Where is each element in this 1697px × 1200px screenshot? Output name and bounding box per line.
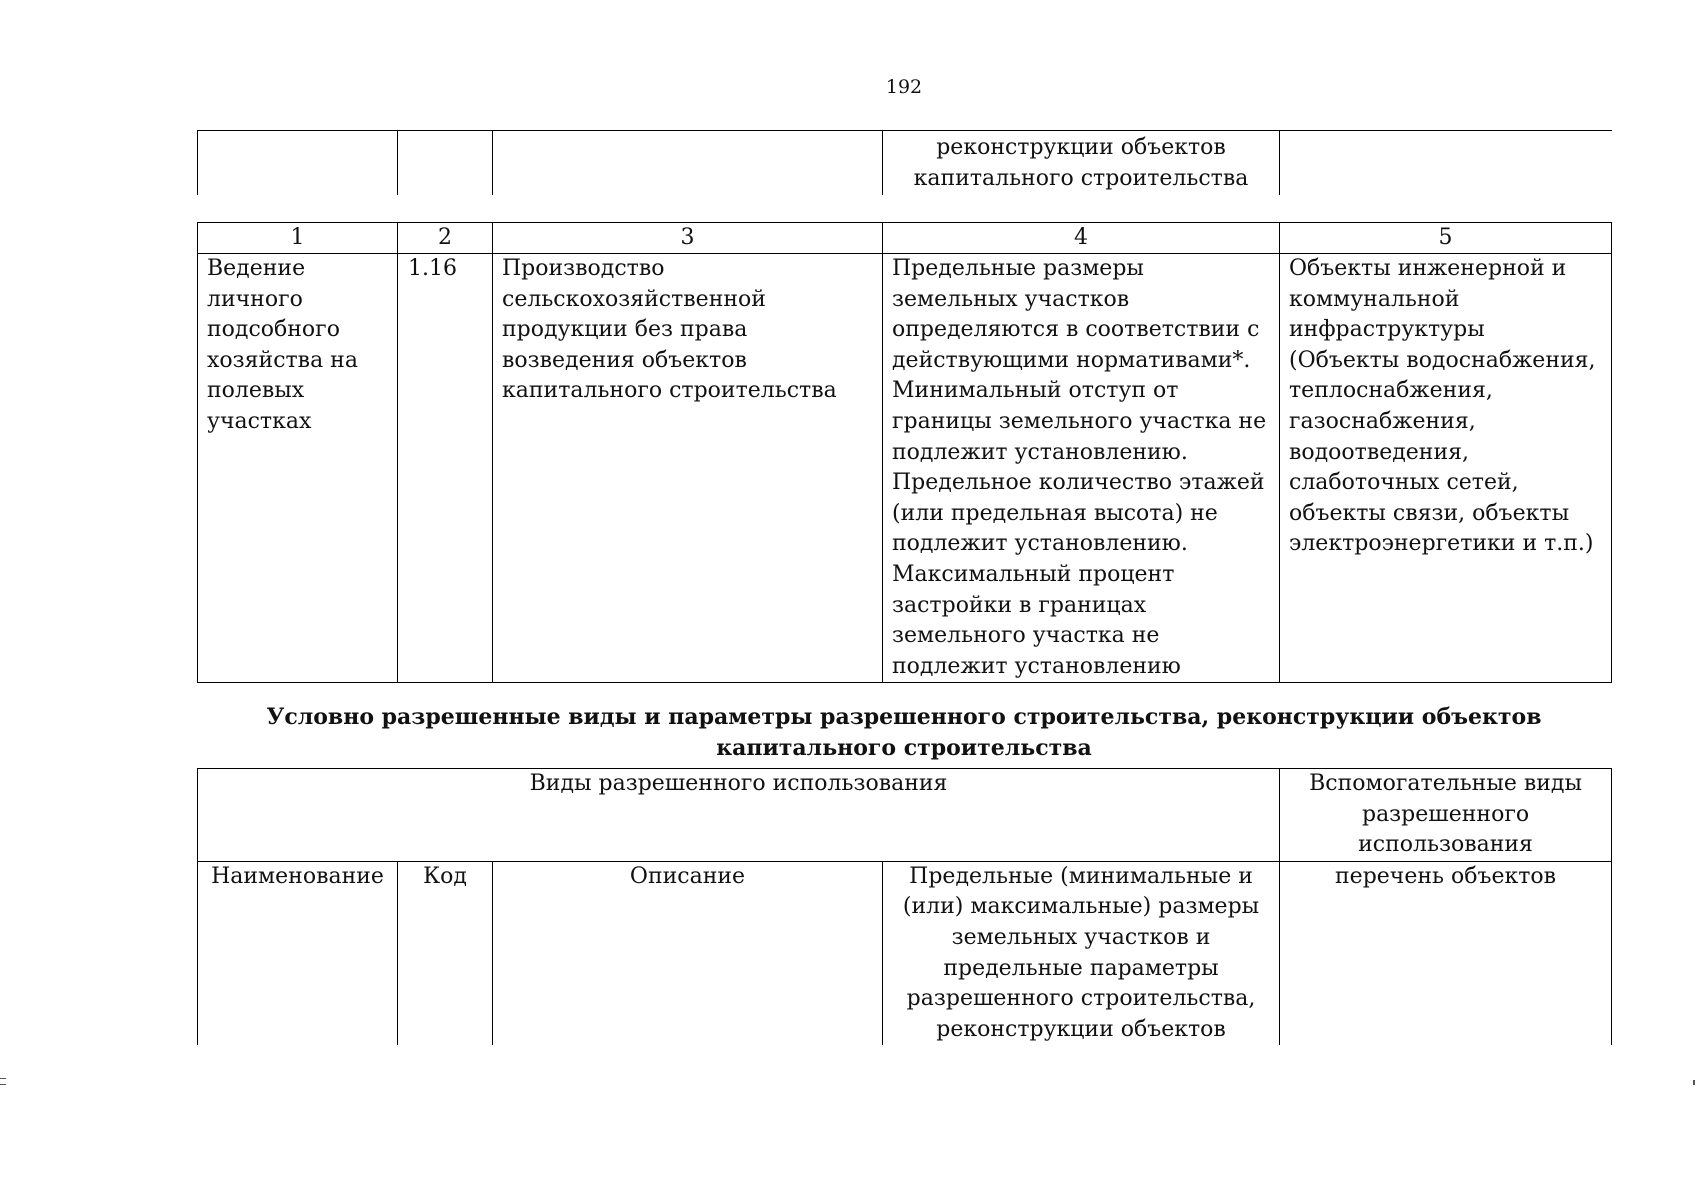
use-name-cell: Ведение личного подсобного хозяйства на полевых участках <box>198 254 398 683</box>
column-number: 5 <box>1280 223 1612 254</box>
column-number-row <box>198 223 1612 254</box>
header-auxiliary-uses: Вспомогательные виды разрешенного использования <box>1280 769 1612 862</box>
header-row <box>198 769 1612 862</box>
use-parameters-cell: Предельные размеры земельных участков определяются в соответствии с действующими нормативами*. Минимальный отступ от границы земельного участка не подлежит установлению. Предельное количество этажей (или предельная высота) не подлежит установлению. Максимальный процент застройки в границах земельного участка не подлежит установлению <box>883 254 1280 683</box>
header-permitted-uses: Виды разрешенного использования <box>198 769 1280 862</box>
permitted-use-table <box>197 222 1612 683</box>
table-row <box>198 131 1612 196</box>
table-cell <box>1280 131 1612 196</box>
sub-header-parameters: Предельные (минимальные и (или) максимальные) размеры земельных участков и предельные параметры разрешенного строительства, реконструкции объектов <box>883 861 1280 1045</box>
column-number: 2 <box>398 223 493 254</box>
continuation-table <box>197 130 1612 195</box>
column-number: 4 <box>883 223 1280 254</box>
sub-header-row <box>198 861 1612 1045</box>
sub-header-description: Описание <box>493 861 883 1045</box>
margin-mark <box>1693 1080 1695 1085</box>
column-number: 1 <box>198 223 398 254</box>
margin-mark <box>0 1078 6 1079</box>
page-number: 192 <box>885 76 923 98</box>
sub-header-objects: перечень объектов <box>1280 861 1612 1045</box>
margin-mark <box>0 1084 6 1085</box>
conditional-use-table <box>197 768 1612 1045</box>
table-cell: реконструкции объектов капитального строительства <box>883 131 1280 196</box>
use-description-cell: Производство сельскохозяйственной продукции без права возведения объектов капитального строительства <box>493 254 883 683</box>
table-cell <box>198 131 398 196</box>
table-row <box>198 254 1612 683</box>
sub-header-name: Наименование <box>198 861 398 1045</box>
use-code-cell: 1.16 <box>398 254 493 683</box>
sub-header-code: Код <box>398 861 493 1045</box>
auxiliary-uses-cell: Объекты инженерной и коммунальной инфраструктуры (Объекты водоснабжения, теплоснабжения, газоснабжения, водоотведения, слаботочных сетей, объекты связи, объекты электроэнергетики и т.п.) <box>1280 254 1612 683</box>
section-heading: Условно разрешенные виды и параметры разрешенного строительства, реконструкции объектов капитального строительства <box>266 704 1542 761</box>
column-number: 3 <box>493 223 883 254</box>
table-cell <box>398 131 493 196</box>
table-cell <box>493 131 883 196</box>
